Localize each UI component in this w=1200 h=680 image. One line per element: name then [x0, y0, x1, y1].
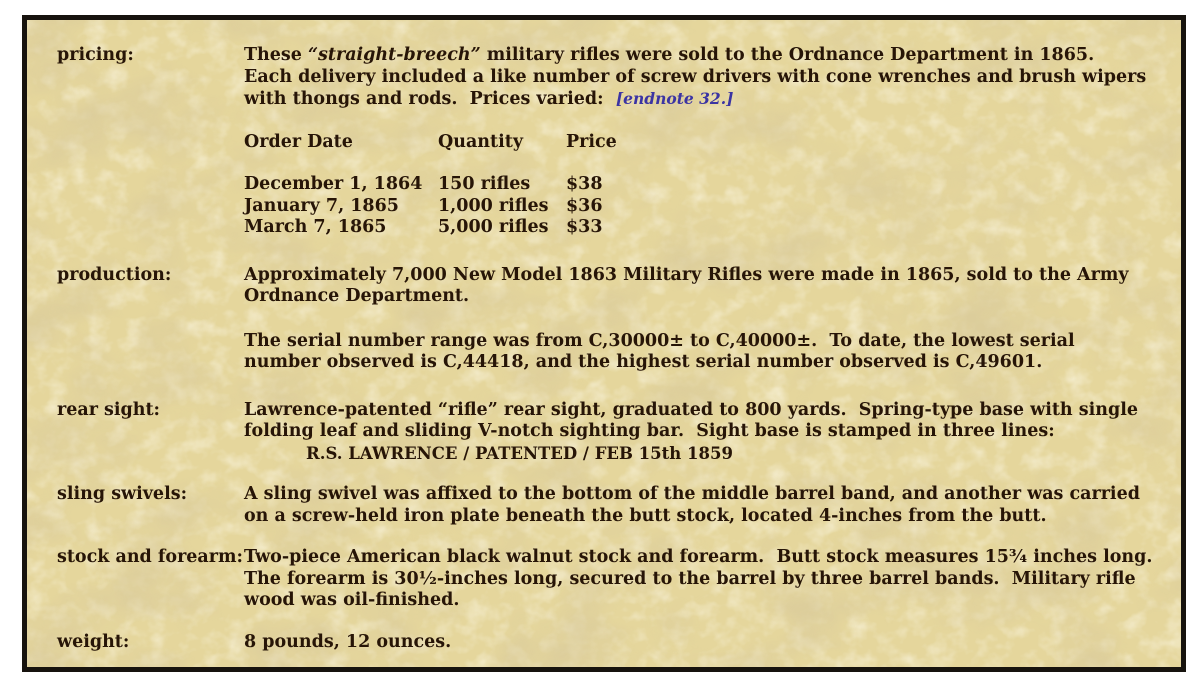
section-body-rear-sight: [244, 400, 1153, 465]
table-row: [244, 217, 1153, 239]
section-production: [57, 265, 1153, 374]
section-body-pricing: [244, 45, 1153, 239]
column-header-quantity: Quantity: [438, 131, 524, 152]
table-cell-price: $38: [566, 174, 603, 194]
table-cell-order-date: December 1, 1864: [244, 174, 423, 194]
document-content: [27, 20, 1181, 653]
column-header-order-date: Order Date: [244, 131, 353, 152]
section-body-sling-swivels: [244, 484, 1153, 527]
stock-and-forearm-paragraph: Two-piece American black walnut stock and forearm. Butt stock measures 15¾ inches long. The forearm is 30½-inches long, secured to the barrel by three barrel bands. Military rifle wood was oil-finished.: [244, 547, 1165, 610]
production-paragraph-1: Approximately 7,000 New Model 1863 Military Rifles were made in 1865, sold to the Army Ordnance Department.: [244, 264, 1135, 306]
rear-sight-paragraph: Lawrence-patented “rifle” rear sight, graduated to 800 yards. Spring-type base with single folding leaf and sliding V-notch sighting bar. Sight base is stamped in three lines:: [244, 399, 1145, 441]
pricing-text-post: military rifles were sold to the Ordnance Department in 1865. Each delivery included a like number of screw drivers with cone wrenches and brush wipers with thongs and rods. Prices varied:: [244, 45, 1153, 109]
table-row: [244, 174, 1153, 196]
sight-base-stamp-line: R.S. LAWRENCE / PATENTED / FEB 15th 1859: [306, 443, 733, 463]
section-rear-sight: [57, 400, 1153, 465]
section-pricing: [57, 45, 1153, 239]
column-header-price: Price: [566, 131, 617, 152]
section-label-pricing: pricing:: [57, 45, 134, 65]
section-label-rear-sight: rear sight:: [57, 399, 161, 420]
table-row: [244, 196, 1153, 218]
pricing-text-pre: These: [244, 45, 308, 65]
table-cell-order-date: January 7, 1865: [244, 195, 399, 216]
table-cell-price: $33: [566, 217, 603, 237]
section-body-production: [244, 265, 1153, 374]
section-label-stock-and-forearm: stock and forearm:: [57, 547, 243, 567]
document-page: [22, 15, 1186, 672]
section-sling-swivels: [57, 484, 1153, 527]
table-cell-quantity: 5,000 rifles: [438, 217, 549, 237]
pricing-paragraph: [244, 45, 1153, 111]
pricing-table: [244, 132, 1153, 239]
section-stock-and-forearm: [57, 547, 1165, 612]
section-body-stock-and-forearm: [244, 547, 1165, 612]
section-body-weight: [244, 632, 1153, 654]
pricing-phrase-italic: “straight-breech”: [307, 45, 481, 65]
table-cell-quantity: 1,000 rifles: [438, 195, 549, 216]
sling-swivels-paragraph: A sling swivel was affixed to the bottom of the middle barrel band, and another was carried on a screw-held iron plate beneath the butt stock, located 4-inches from the butt.: [244, 484, 1147, 526]
section-label-production: production:: [57, 264, 172, 285]
pricing-table-header-row: [244, 132, 1153, 154]
table-cell-quantity: 150 rifles: [438, 174, 531, 194]
table-cell-order-date: March 7, 1865: [244, 217, 387, 237]
weight-paragraph: 8 pounds, 12 ounces.: [244, 631, 452, 652]
production-paragraph-2: The serial number range was from C,30000± to C,40000±. To date, the lowest serial number observed is C,44418, and the highest serial number observed is C,49601.: [244, 330, 1081, 372]
table-cell-price: $36: [566, 195, 603, 216]
section-weight: [57, 632, 1153, 654]
endnote-link[interactable]: [endnote 32.]: [615, 89, 734, 108]
section-label-weight: weight:: [57, 631, 130, 652]
section-label-sling-swivels: sling swivels:: [57, 484, 188, 504]
